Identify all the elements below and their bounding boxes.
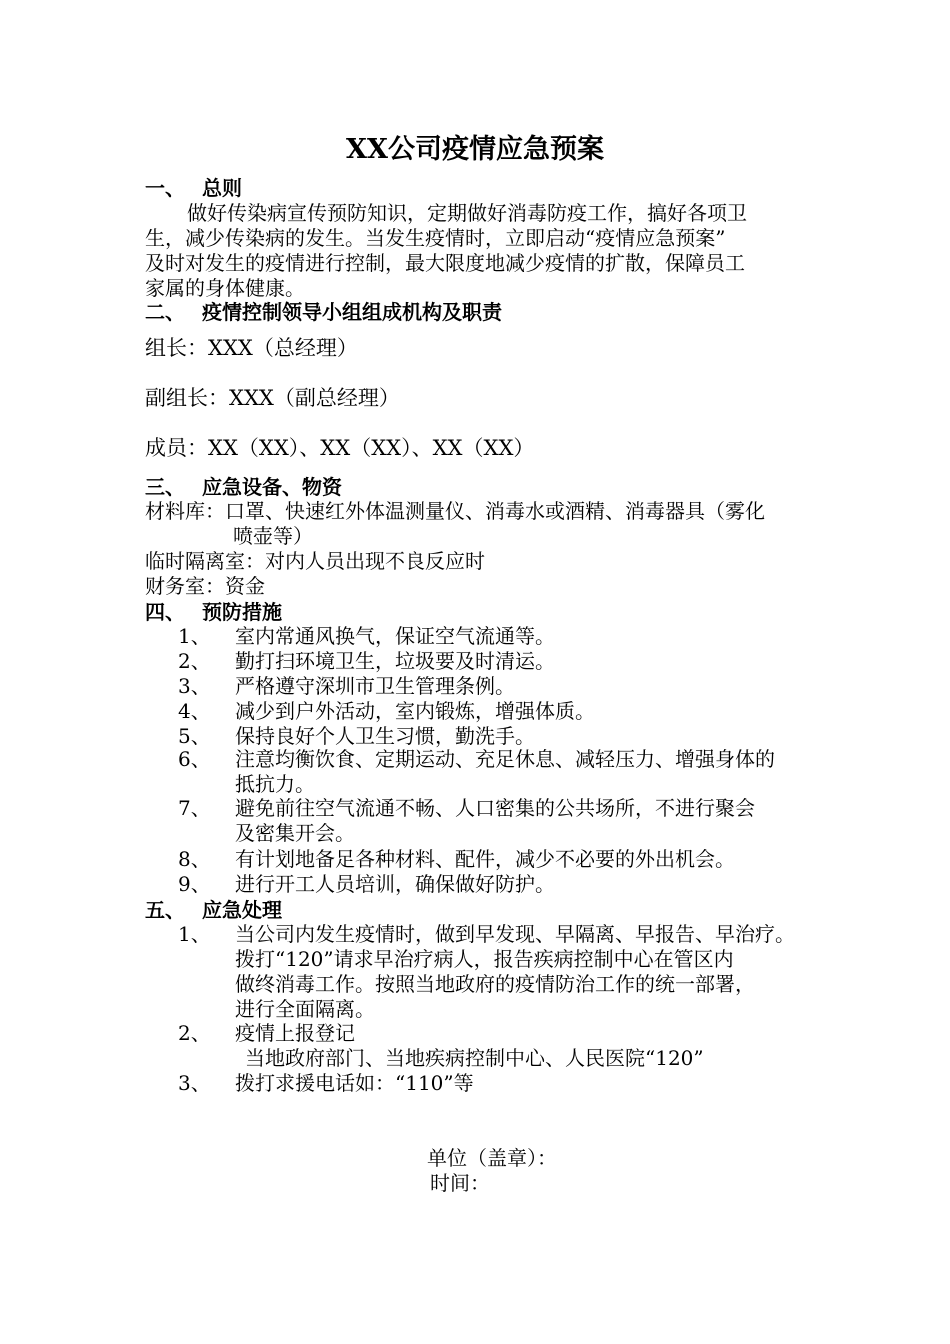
- s1-line-1: 做好传染病宣传预防知识，定期做好消毒防疫工作，搞好各项卫: [187, 201, 747, 225]
- item-text: 保持良好个人卫生习惯，勤洗手。: [235, 724, 535, 748]
- team-members: 成员：XX（XX）、XX（XX）、XX（XX）: [145, 436, 535, 460]
- team-deputy: 副组长：XXX（副总经理）: [145, 386, 400, 410]
- item-text: 有计划地备足各种材料、配件，减少不必要的外出机会。: [235, 847, 735, 871]
- section-1-heading: [145, 175, 242, 201]
- item-number: 4、: [178, 699, 211, 723]
- item-number: 7、: [178, 796, 211, 820]
- s3-isolation-line: 临时隔离室：对内人员出现不良反应时: [145, 549, 485, 573]
- item-text: 注意均衡饮食、定期运动、充足休息、减轻压力、增强身体的 抵抗力。: [235, 747, 775, 796]
- item-text: 进行开工人员培训，确保做好防护。: [235, 872, 555, 896]
- item-text: 疫情上报登记: [235, 1021, 355, 1045]
- section-1-title: 总则: [202, 176, 242, 200]
- s3-material-line: 材料库：口罩、快速红外体温测量仪、消毒水或酒精、消毒器具（雾化: [145, 499, 765, 523]
- section-5-title: 应急处理: [202, 898, 282, 922]
- item-text: 勤打扫环境卫生，垃圾要及时清运。: [235, 649, 555, 673]
- document-title: XX公司疫情应急预案: [346, 134, 604, 165]
- item-number: 3、: [178, 1071, 211, 1095]
- s1-line-2: 生，减少传染病的发生。当发生疫情时，立即启动“疫情应急预案”: [145, 226, 726, 250]
- item-text: 减少到户外活动，室内锻炼，增强体质。: [235, 699, 595, 723]
- section-4-heading: [145, 599, 282, 625]
- s3-material-line-cont: 喷壶等）: [233, 524, 313, 548]
- item-number: 2、: [178, 1021, 211, 1045]
- item-text: 避免前往空气流通不畅、人口密集的公共场所，不进行聚会 及密集开会。: [235, 796, 755, 845]
- footer-unit-seal: 单位（盖章）：: [427, 1146, 557, 1170]
- s1-line-4: 家属的身体健康。: [145, 276, 305, 300]
- item-text: 严格遵守深圳市卫生管理条例。: [235, 674, 515, 698]
- section-1-number: 一、: [145, 176, 185, 200]
- section-4-number: 四、: [145, 600, 185, 624]
- section-5-heading: [145, 897, 282, 923]
- response-item-2-detail: 当地政府部门、当地疾病控制中心、人民医院“120”: [245, 1046, 704, 1070]
- item-text: 当公司内发生疫情时，做到早发现、早隔离、早报告、早治疗。 拨打“120”请求早治疗病人，报告疾病控制中心在管区内 做终消毒工作。按照当地政府的疫情防治工作的统一部署， 进行全面隔离。: [235, 922, 795, 1021]
- section-2-number: 二、: [145, 300, 185, 324]
- item-number: 1、: [178, 624, 211, 648]
- team-leader: 组长：XXX（总经理）: [145, 336, 358, 360]
- section-4-title: 预防措施: [202, 600, 282, 624]
- item-number: 9、: [178, 872, 211, 896]
- footer-time: 时间：: [430, 1171, 490, 1195]
- item-number: 2、: [178, 649, 211, 673]
- section-2-heading: [145, 299, 502, 325]
- item-number: 8、: [178, 847, 211, 871]
- item-text: 室内常通风换气，保证空气流通等。: [235, 624, 555, 648]
- section-5-number: 五、: [145, 898, 185, 922]
- item-number: 5、: [178, 724, 211, 748]
- section-2-title: 疫情控制领导小组组成机构及职责: [202, 300, 502, 324]
- section-3-number: 三、: [145, 475, 185, 499]
- item-number: 3、: [178, 674, 211, 698]
- item-text: 拨打求援电话如：“110”等: [235, 1071, 474, 1095]
- item-number: 6、: [178, 747, 211, 771]
- item-number: 1、: [178, 922, 211, 946]
- section-3-heading: [145, 474, 342, 500]
- section-3-title: 应急设备、物资: [202, 475, 342, 499]
- s3-finance-line: 财务室：资金: [145, 574, 265, 598]
- s1-line-3: 及时对发生的疫情进行控制，最大限度地减少疫情的扩散，保障员工: [145, 251, 745, 275]
